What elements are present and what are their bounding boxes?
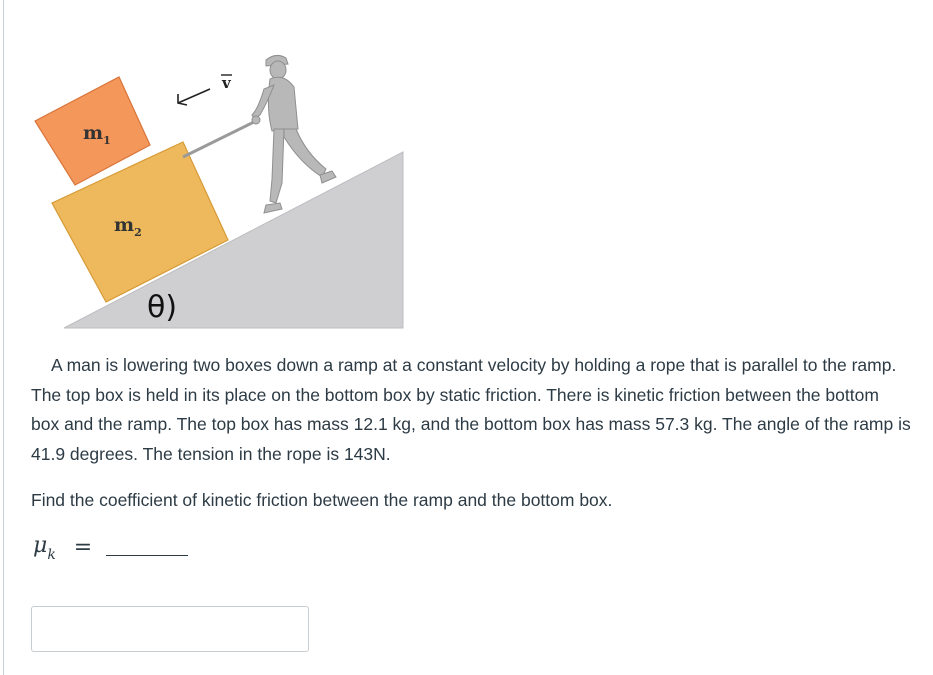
ramp-diagram (30, 45, 410, 335)
answer-equation (33, 530, 188, 564)
question-text: Find the coefficient of kinetic friction between the ramp and the bottom box. (31, 490, 613, 510)
man-figure (252, 55, 336, 213)
answer-blank-line (106, 539, 188, 556)
mu-subscript: k (47, 547, 56, 564)
equals-sign: = (73, 534, 93, 560)
velocity-label: v (222, 74, 231, 92)
mu-symbol (33, 532, 56, 564)
ramp-figure (30, 45, 410, 335)
mass-label-m1-letter: m (83, 122, 104, 144)
answer-input[interactable] (31, 606, 309, 652)
problem-statement: A man is lowering two boxes down a ramp at a constant velocity by holding a rope that is parallel to the ramp. The top box is held in its place on the bottom box by static friction. There is kinetic friction between the bottom box and the ramp. The top box has mass 12.1 kg, and the bottom box has mass 57.3 kg. The angle of the ramp is 41.9 degrees. The tension in the rope is 143N. (31, 355, 911, 464)
mass-label-m1-sub: 1 (103, 134, 111, 147)
mass-label-m2-letter: m (114, 214, 135, 236)
left-border (3, 0, 4, 675)
mu-letter: μ (33, 532, 48, 558)
mass-label-m2-sub: 2 (134, 226, 142, 239)
rope (183, 120, 258, 157)
velocity-arrow (178, 89, 210, 105)
angle-label: θ) (147, 290, 178, 325)
